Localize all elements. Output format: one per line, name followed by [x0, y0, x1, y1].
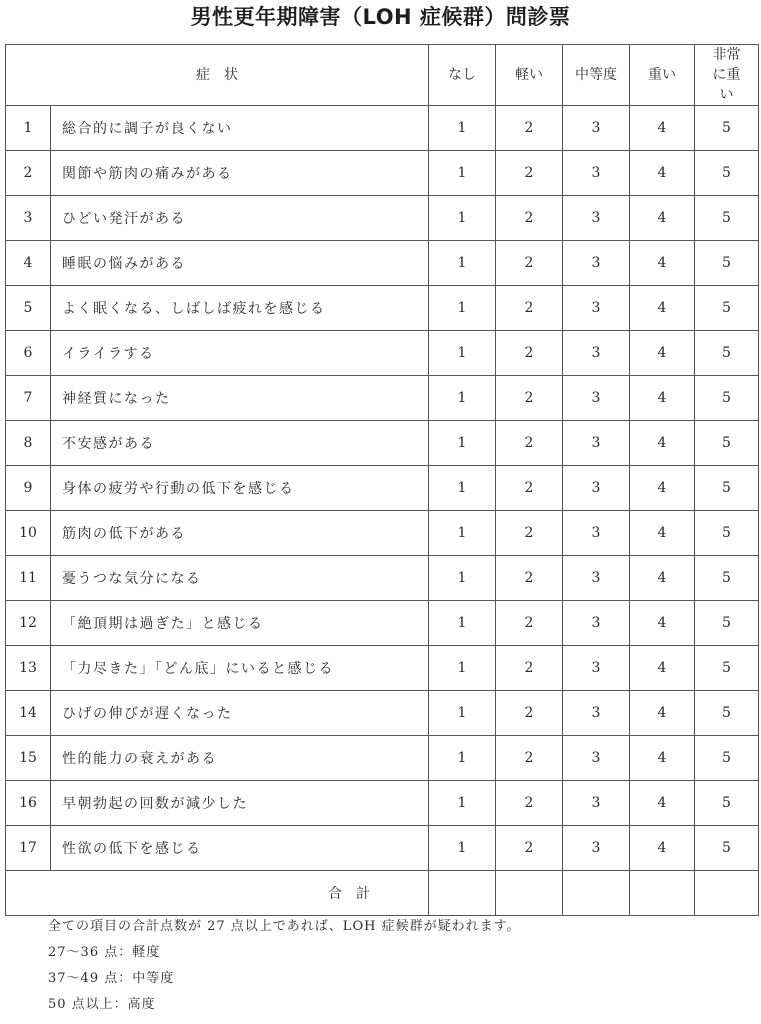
score-option[interactable]: 4 — [630, 421, 695, 466]
row-number: 10 — [6, 511, 51, 556]
score-option[interactable]: 3 — [563, 331, 630, 376]
row-number: 13 — [6, 646, 51, 691]
score-option[interactable]: 5 — [695, 151, 759, 196]
score-option[interactable]: 2 — [496, 466, 563, 511]
table-row — [6, 421, 759, 466]
score-option[interactable]: 1 — [429, 421, 496, 466]
total-cell[interactable] — [695, 871, 759, 916]
table-row — [6, 286, 759, 331]
score-option[interactable]: 2 — [496, 556, 563, 601]
total-cell[interactable] — [563, 871, 630, 916]
symptom-text: 睡眠の悩みがある — [51, 241, 429, 286]
row-number: 15 — [6, 736, 51, 781]
table-row — [6, 736, 759, 781]
score-option[interactable]: 4 — [630, 151, 695, 196]
score-option[interactable]: 1 — [429, 556, 496, 601]
score-option[interactable]: 1 — [429, 466, 496, 511]
score-option[interactable]: 3 — [563, 511, 630, 556]
score-option[interactable]: 5 — [695, 196, 759, 241]
score-option[interactable]: 3 — [563, 601, 630, 646]
table-row — [6, 511, 759, 556]
table-row — [6, 241, 759, 286]
table-row — [6, 196, 759, 241]
table-row — [6, 376, 759, 421]
score-option[interactable]: 4 — [630, 556, 695, 601]
score-option[interactable]: 4 — [630, 736, 695, 781]
table-row — [6, 646, 759, 691]
score-option[interactable]: 5 — [695, 286, 759, 331]
score-option[interactable]: 1 — [429, 511, 496, 556]
score-option[interactable]: 5 — [695, 466, 759, 511]
row-number: 14 — [6, 691, 51, 736]
score-option[interactable]: 3 — [563, 466, 630, 511]
score-option[interactable]: 1 — [429, 196, 496, 241]
symptom-text: 憂うつな気分になる — [51, 556, 429, 601]
score-option[interactable]: 2 — [496, 601, 563, 646]
header-row — [6, 45, 759, 106]
score-option[interactable]: 4 — [630, 781, 695, 826]
level-header-moderate: 中等度 — [563, 45, 630, 106]
score-option[interactable]: 2 — [496, 376, 563, 421]
score-option[interactable]: 4 — [630, 286, 695, 331]
score-option[interactable]: 2 — [496, 421, 563, 466]
symptom-text: イライラする — [51, 331, 429, 376]
symptom-text: 「絶頂期は過ぎた」と感じる — [51, 601, 429, 646]
symptom-text: 筋肉の低下がある — [51, 511, 429, 556]
level-header-none: なし — [429, 45, 496, 106]
score-option[interactable]: 4 — [630, 646, 695, 691]
score-option[interactable]: 1 — [429, 286, 496, 331]
score-option[interactable]: 5 — [695, 781, 759, 826]
level-header-very-severe-label: 非常に重い — [712, 47, 741, 103]
score-option[interactable]: 3 — [563, 646, 630, 691]
score-option[interactable]: 5 — [695, 376, 759, 421]
score-option[interactable]: 4 — [630, 511, 695, 556]
score-option[interactable]: 3 — [563, 241, 630, 286]
symptom-text: 「力尽きた」「どん底」にいると感じる — [51, 646, 429, 691]
score-option[interactable]: 3 — [563, 286, 630, 331]
questionnaire-table — [5, 44, 759, 916]
row-number: 1 — [6, 106, 51, 151]
score-option[interactable]: 3 — [563, 376, 630, 421]
symptom-text: 総合的に調子が良くない — [51, 106, 429, 151]
table-row — [6, 151, 759, 196]
score-option[interactable]: 4 — [630, 196, 695, 241]
score-option[interactable]: 3 — [563, 151, 630, 196]
score-option[interactable]: 1 — [429, 241, 496, 286]
score-option[interactable]: 4 — [630, 241, 695, 286]
page-title: 男性更年期障害（LOH 症候群）問診票 — [190, 5, 571, 29]
score-option[interactable]: 5 — [695, 556, 759, 601]
score-option[interactable]: 1 — [429, 781, 496, 826]
score-option[interactable]: 4 — [630, 466, 695, 511]
row-number: 7 — [6, 376, 51, 421]
total-cell[interactable] — [630, 871, 695, 916]
row-number: 2 — [6, 151, 51, 196]
table-row — [6, 106, 759, 151]
symptom-text: よく眠くなる、しばしば疲れを感じる — [51, 286, 429, 331]
row-number: 11 — [6, 556, 51, 601]
score-option[interactable]: 1 — [429, 736, 496, 781]
row-number: 12 — [6, 601, 51, 646]
symptom-text: ひげの伸びが遅くなった — [51, 691, 429, 736]
score-option[interactable]: 4 — [630, 601, 695, 646]
table-row — [6, 826, 759, 871]
score-option[interactable]: 5 — [695, 241, 759, 286]
score-option[interactable]: 4 — [630, 331, 695, 376]
level-header-severe: 重い — [630, 45, 695, 106]
symptom-header: 症 状 — [6, 45, 429, 106]
level-header-very-severe — [695, 45, 759, 106]
score-option[interactable]: 2 — [496, 241, 563, 286]
symptom-text: 身体の疲労や行動の低下を感じる — [51, 466, 429, 511]
score-option[interactable]: 2 — [496, 511, 563, 556]
note-line: 37～49 点：中等度 — [48, 971, 175, 986]
score-option[interactable]: 1 — [429, 826, 496, 871]
row-number: 5 — [6, 286, 51, 331]
score-option[interactable]: 2 — [496, 106, 563, 151]
score-option[interactable]: 5 — [695, 106, 759, 151]
total-label: 合計 — [6, 871, 429, 916]
note-line: 27～36 点：軽度 — [48, 945, 161, 960]
score-option[interactable]: 1 — [429, 151, 496, 196]
score-option[interactable]: 4 — [630, 826, 695, 871]
table-row — [6, 331, 759, 376]
score-option[interactable]: 5 — [695, 736, 759, 781]
symptom-text: 神経質になった — [51, 376, 429, 421]
score-option[interactable]: 2 — [496, 781, 563, 826]
score-option[interactable]: 5 — [695, 691, 759, 736]
score-option[interactable]: 3 — [563, 106, 630, 151]
table-row — [6, 466, 759, 511]
row-number: 4 — [6, 241, 51, 286]
row-number: 9 — [6, 466, 51, 511]
score-option[interactable]: 4 — [630, 376, 695, 421]
row-number: 17 — [6, 826, 51, 871]
table-row — [6, 556, 759, 601]
score-option[interactable]: 2 — [496, 196, 563, 241]
score-option[interactable]: 2 — [496, 286, 563, 331]
table-row — [6, 601, 759, 646]
score-option[interactable]: 4 — [630, 691, 695, 736]
symptom-text: 早朝勃起の回数が減少した — [51, 781, 429, 826]
row-number: 16 — [6, 781, 51, 826]
score-option[interactable]: 1 — [429, 376, 496, 421]
symptom-text: 不安感がある — [51, 421, 429, 466]
score-option[interactable]: 4 — [630, 106, 695, 151]
score-option[interactable]: 2 — [496, 736, 563, 781]
score-option[interactable]: 5 — [695, 421, 759, 466]
total-cell[interactable] — [496, 871, 563, 916]
score-option[interactable]: 1 — [429, 691, 496, 736]
level-header-mild: 軽い — [496, 45, 563, 106]
table-row — [6, 781, 759, 826]
symptom-text: 関節や筋肉の痛みがある — [51, 151, 429, 196]
table-row — [6, 691, 759, 736]
row-number: 6 — [6, 331, 51, 376]
score-option[interactable]: 5 — [695, 646, 759, 691]
score-option[interactable]: 2 — [496, 331, 563, 376]
score-option[interactable]: 3 — [563, 421, 630, 466]
score-option[interactable]: 2 — [496, 646, 563, 691]
score-option[interactable]: 3 — [563, 826, 630, 871]
score-option[interactable]: 1 — [429, 601, 496, 646]
score-option[interactable]: 2 — [496, 691, 563, 736]
score-option[interactable]: 2 — [496, 151, 563, 196]
row-number: 3 — [6, 196, 51, 241]
symptom-text: 性的能力の衰えがある — [51, 736, 429, 781]
score-option[interactable]: 2 — [496, 826, 563, 871]
scoring-notes — [48, 914, 521, 1018]
score-option[interactable]: 3 — [563, 736, 630, 781]
score-option[interactable]: 1 — [429, 106, 496, 151]
score-option[interactable]: 3 — [563, 556, 630, 601]
symptom-text: 性欲の低下を感じる — [51, 826, 429, 871]
score-option[interactable]: 3 — [563, 691, 630, 736]
score-option[interactable]: 3 — [563, 196, 630, 241]
score-option[interactable]: 1 — [429, 646, 496, 691]
note-line: 全ての項目の合計点数が 27 点以上であれば、LOH 症候群が疑われます。 — [48, 919, 521, 934]
note-line: 50 点以上：高度 — [48, 997, 156, 1012]
score-option[interactable]: 1 — [429, 331, 496, 376]
total-cell[interactable] — [429, 871, 496, 916]
row-number: 8 — [6, 421, 51, 466]
score-option[interactable]: 5 — [695, 601, 759, 646]
total-row — [6, 871, 759, 916]
score-option[interactable]: 5 — [695, 511, 759, 556]
score-option[interactable]: 5 — [695, 331, 759, 376]
score-option[interactable]: 3 — [563, 781, 630, 826]
symptom-text: ひどい発汗がある — [51, 196, 429, 241]
score-option[interactable]: 5 — [695, 826, 759, 871]
